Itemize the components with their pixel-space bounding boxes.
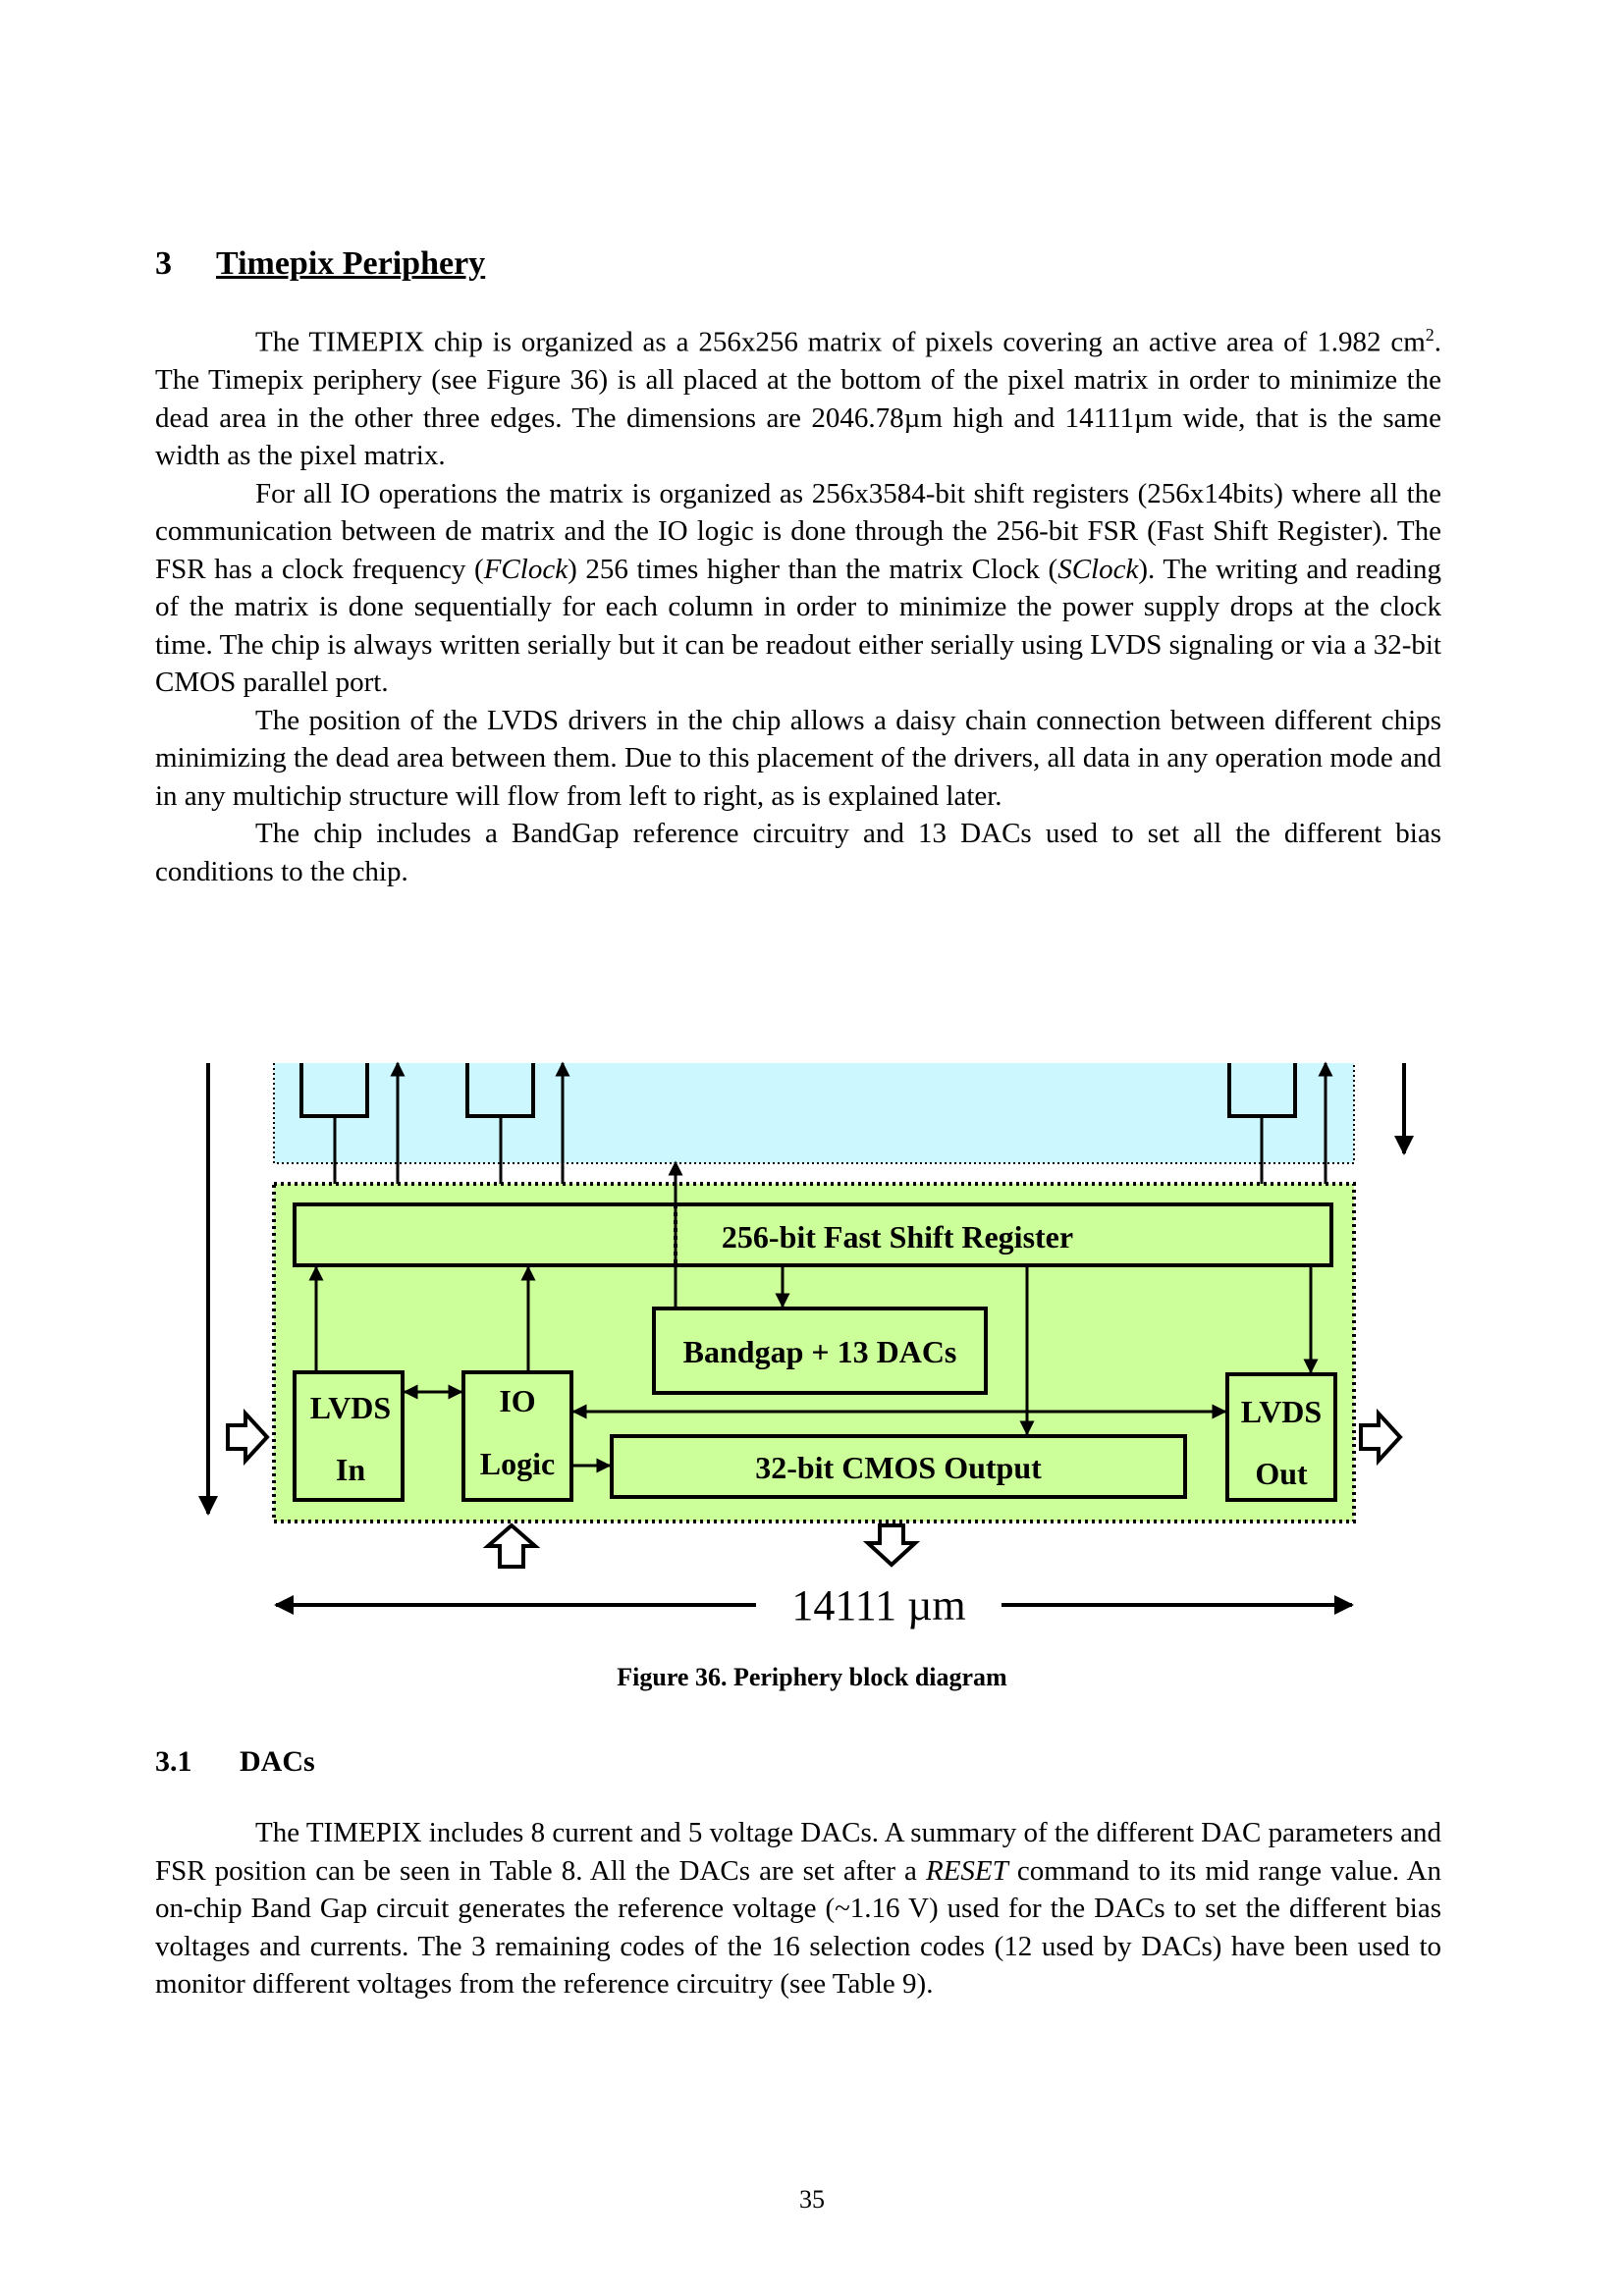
section-title: Timepix Periphery (216, 245, 486, 282)
io-logic-label-2: Logic (479, 1446, 556, 1481)
paragraph-4: The chip includes a BandGap reference circuitry and 13 DACs used to set all the different bias conditions to the chip. (155, 818, 1441, 887)
dacs-text: The TIMEPIX includes 8 current and 5 voltage DACs. A summary of the different DAC parameters and FSR position can be seen in Table 8. All the DACs are set after a (155, 1817, 1441, 1887)
paragraph-1-text-cont: . The Timepix periphery (see Figure 36) is all placed at the bottom of the pixel matrix in order to minimize the dead area in the other three edges. The dimensions are 2046.78µm high and 14111µm wide, that is the same width as the pixel matrix. (155, 326, 1441, 472)
paragraph-1-text: The TIMEPIX chip is organized as a 256x256 matrix of pixels covering an active area of 1.982 cm (255, 326, 1426, 358)
subsection-title: DACs (240, 1745, 315, 1778)
cmos-output-label: 32-bit CMOS Output (755, 1450, 1042, 1485)
io-logic-label-1: IO (499, 1383, 536, 1418)
lvds-out-label-2: Out (1255, 1456, 1308, 1491)
fclock-term: FClock (483, 553, 568, 585)
sclock-term: SClock (1057, 553, 1139, 585)
fsr-label: 256-bit Fast Shift Register (721, 1219, 1074, 1255)
subsection-body (155, 1814, 1441, 2003)
dacs-paragraph (155, 1814, 1441, 2003)
section-number: 3 (155, 245, 172, 282)
subsection-number: 3.1 (155, 1745, 192, 1778)
width-dimension-label: 14111 µm (791, 1581, 966, 1629)
reset-term: RESET (926, 1854, 1008, 1887)
paragraph-2-text-b: ) 256 times higher than the matrix Clock ( (568, 553, 1058, 585)
lvds-in-label-1: LVDS (309, 1390, 392, 1425)
paragraph-3: The position of the LVDS drivers in the chip allows a daisy chain connection between different chips minimizing the dead area between them. Due to this placement of the drivers, all data in any operation mode and in any multichip structure will flow from left to right, as is explained later. (155, 704, 1441, 812)
bandgap-label: Bandgap + 13 DACs (682, 1334, 957, 1369)
subsection-heading (155, 1745, 315, 1779)
lvds-out-label-1: LVDS (1240, 1394, 1323, 1429)
superscript: 2 (1425, 325, 1435, 345)
pixel-matrix-region (274, 1063, 1354, 1163)
paragraph-2-text-c: ). The writing and reading of the matrix is done sequentially for each column in order to minimize the power supply drops at the clock time. The chip is always written serially but it can be readout either serially using LVDS signaling or via a 32-bit CMOS parallel port. (155, 553, 1441, 699)
paragraph-2-text: For all IO operations the matrix is organized as 256x3584-bit shift registers (256x14bits) where all the communication between de matrix and the IO logic is done through the 256-bit FSR (Fast Shift Register). The FSR has a clock frequency ( (155, 477, 1441, 585)
lvds-in-label-2: In (335, 1452, 366, 1487)
figure-caption: Figure 36. Periphery block diagram (617, 1663, 1007, 1691)
page-number: 35 (799, 2185, 825, 2214)
dacs-text-cont: command to its mid range value. An on-chip Band Gap circuit generates the reference voltage (~1.16 V) used for the DACs to set the different bias voltages and currents. The 3 remaining codes of the 16 selection codes (12 used by DACs) have been used to monitor different voltages from the reference circuitry (see Table 9). (155, 1854, 1441, 2000)
